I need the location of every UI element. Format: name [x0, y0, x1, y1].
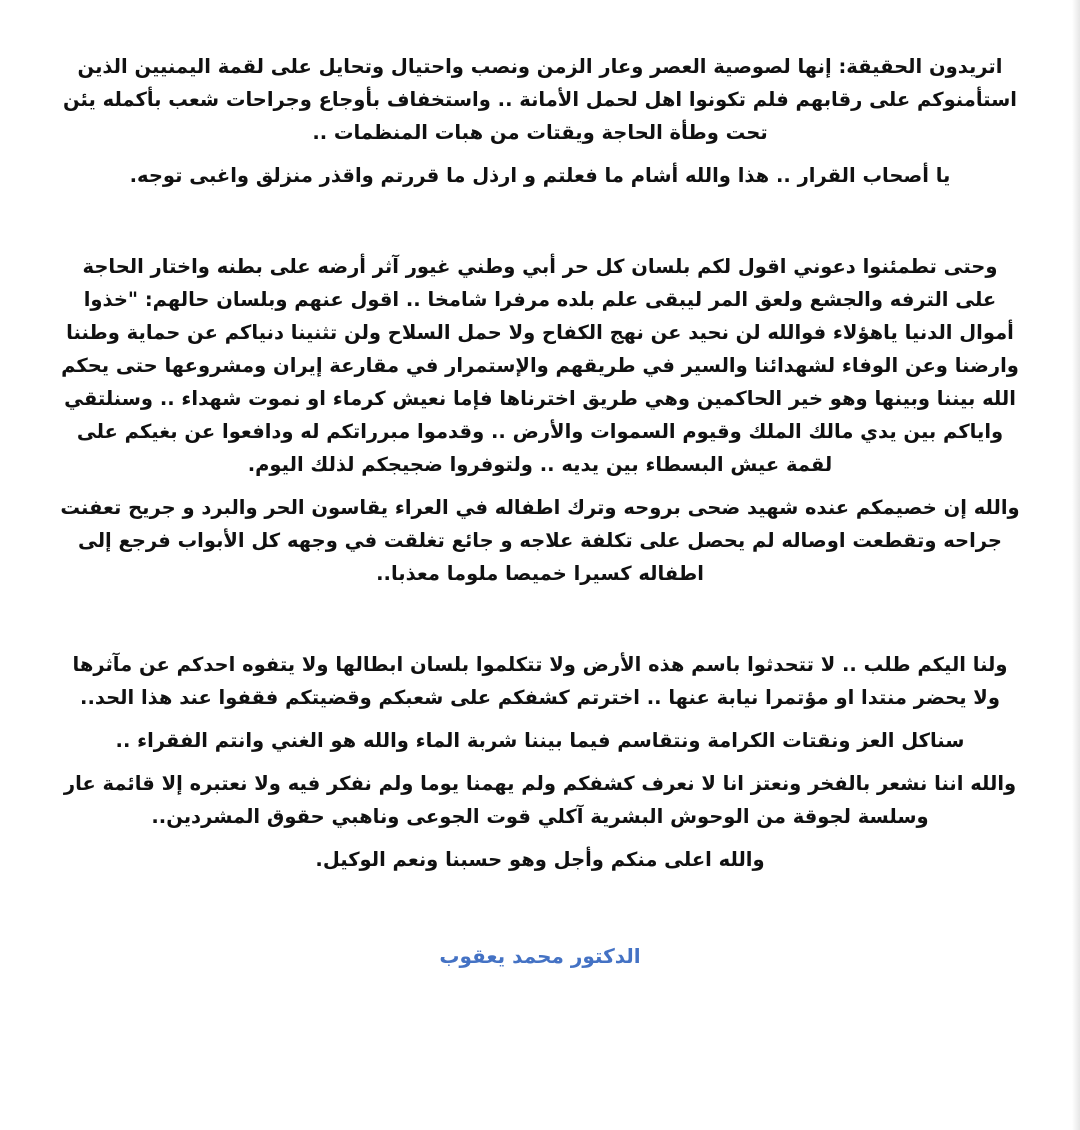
paragraph-reassurance: وحتى تطمئنوا دعوني اقول لكم بلسان كل حر أبي وطني غيور آثر أرضه على بطنه واختار الحاجة على الترفه والجشع ولعق المر ليبقى علم بلده مرفرا شامخا .. اقول عنهم وبلسان حالهم: "خذوا أموال الدنيا ياهؤلاء فوالله لن نحيد عن نهج الكفاح ولا حمل السلاح ولن تثنينا دنياكم عن حماية وطننا وارضنا وعن الوفاء لشهدائنا والسير في طريقهم والإستمرار في مقارعة إيران ومشروعها حتى يحكم الله بيننا وبينها وهو خير الحاكمين وهي طريق اخترناها فإما نعيش كرماء او نموت شهداء .. وسنلتقي واياكم بين يدي مالك الملك وقيوم السموات والأرض .. وقدموا مبرراتكم له ودافعوا عن بغيكم على لقمة عيش البسطاء بين يديه .. ولتوفروا ضجيجكم لذلك اليوم.	[61, 255, 1019, 476]
signature: الدكتور محمد يعقوب	[439, 944, 641, 968]
paragraph-decision-makers: يا أصحاب القرار .. هذا والله أشام ما فعلتم و ارذل ما قررتم واقذر منزلق واغبى توجه.	[129, 164, 951, 187]
paragraph-dignity: سناكل العز ونقتات الكرامة ونتقاسم فيما بيننا شربة الماء والله هو الغني وانتم الفقراء ..	[115, 729, 965, 752]
paragraph-request: ولنا اليكم طلب .. لا تتحدثوا باسم هذه الأرض ولا تتكلموا بلسان ابطالها ولا يتفوه احدكم عن مآثرها ولا يحضر منتدا او مؤتمرا نيابة عنها .. اخترتم كشفكم على شعبكم وقضيتكم فقفوا عند هذا الحد..	[72, 653, 1008, 709]
page-edge-shadow	[1072, 0, 1080, 1130]
paragraph-adversary: والله إن خصيمكم عنده شهيد ضحى بروحه وترك اطفاله في العراء يقاسون الحر والبرد و جريح تعفنت جراحه وتقطعت اوصاله لم يحصل على تكلفة علاجه و جائع تغلقت في وجهه كل الأبواب فرجع إلى اطفاله كسيرا خميصا ملوما معذبا..	[60, 496, 1020, 585]
paragraph-pride: والله اننا نشعر بالفخر ونعتز انا لا نعرف كشفكم ولم يهمنا يوما ولم نفكر فيه ولا نعتبره إلا قائمة عار وسلسة لجوقة من الوحوش البشرية آكلي قوت الجوعى وناهبي حقوق المشردين..	[63, 772, 1017, 828]
document-body	[60, 50, 1020, 973]
paragraph-closing: والله اعلى منكم وأجل وهو حسبنا ونعم الوكيل.	[315, 848, 765, 871]
paragraph-truth: اتريدون الحقيقة: إنها لصوصية العصر وعار الزمن ونصب واحتيال وتحايل على لقمة اليمنيين الذين استأمنوكم على رقابهم فلم تكونوا اهل لحمل الأمانة .. واستخفاف بأوجاع وجراحات شعب بأكمله يئن تحت وطأة الحاجة ويقتات من هبات المنظمات ..	[63, 55, 1017, 144]
